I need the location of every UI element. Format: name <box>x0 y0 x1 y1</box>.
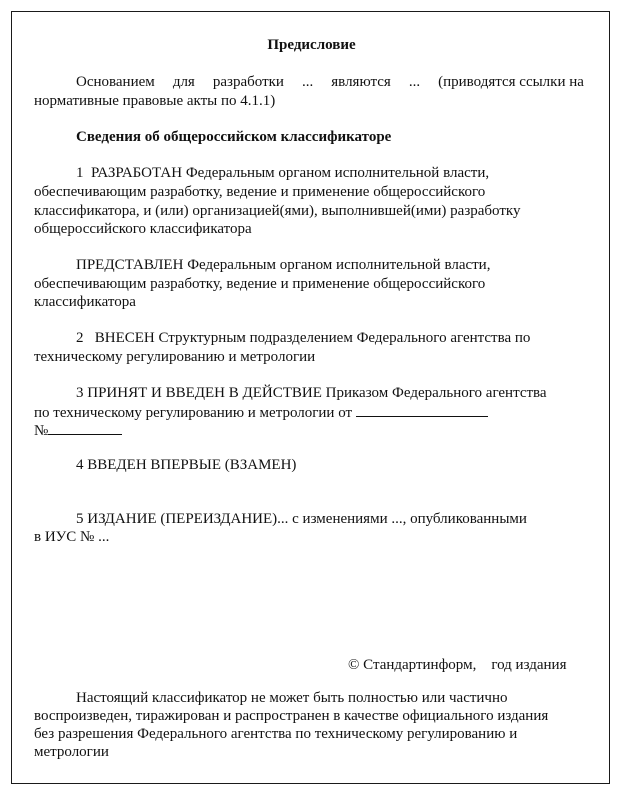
notice-line-4: метрологии <box>34 744 109 760</box>
item-3-text-2: по техническому регулированию и метрологии от <box>34 405 353 421</box>
item-1-line-2: обеспечивающим разработку, ведение и применение общероссийского <box>34 184 486 200</box>
item-2-line-2: техническому регулированию и метрологии <box>34 349 316 365</box>
item-1-line-1 <box>76 164 489 183</box>
presented-line-2: обеспечивающим разработку, ведение и применение общероссийского <box>34 276 486 292</box>
item-5-text: с изменениями ..., опубликованными <box>288 511 527 527</box>
item-5-label: 5 ИЗДАНИЕ (ПЕРЕИЗДАНИЕ)... <box>76 511 289 527</box>
basis-word: для <box>172 74 195 90</box>
presented-line-3: классификатора <box>34 294 136 310</box>
basis-line-2: нормативные правовые акты по 4.1.1) <box>34 93 276 109</box>
order-number-blank <box>48 420 122 435</box>
basis-word: (приводятся ссылки на <box>438 74 584 90</box>
item-2-text: Структурным подразделением Федерального агентства по <box>154 330 531 346</box>
section-heading: Сведения об общероссийском классификаторе <box>76 129 392 145</box>
presented-text: Федеральным органом исполнительной власти, <box>183 257 491 273</box>
number-sign: № <box>34 423 49 439</box>
basis-word: разработки <box>212 74 284 90</box>
item-2-line-1 <box>76 329 530 348</box>
item-3-text: Приказом Федерального агентства <box>321 385 547 401</box>
basis-word: ... <box>408 74 421 90</box>
item-2-number: 2 <box>76 330 84 346</box>
copyright-year: год издания <box>491 657 567 673</box>
presented-label: ПРЕДСТАВЛЕН <box>76 257 184 273</box>
item-3-line-1 <box>76 384 547 403</box>
item-3-line-3 <box>34 420 122 441</box>
notice-line-2: воспроизведен, тиражирован и распространен в качестве официального издания <box>34 708 549 724</box>
item-1-line-3: классификатора, и (или) организацией(ями), выполнившей(ими) разработку <box>34 203 521 219</box>
notice-line-3: без разрешения Федерального агентства по техническому регулированию и <box>34 726 518 742</box>
basis-word: Основанием <box>76 74 155 90</box>
item-5-line-1 <box>76 510 527 529</box>
item-1-line-4: общероссийского классификатора <box>34 221 252 237</box>
item-1-label: РАЗРАБОТАН <box>91 165 183 181</box>
date-blank <box>356 402 488 417</box>
page-title: Предисловие <box>267 37 356 53</box>
copyright-text: © Стандартинформ, <box>348 657 477 673</box>
basis-word: ... <box>301 74 314 90</box>
notice-line-1: Настоящий классификатор не может быть полностью или частично <box>76 690 508 706</box>
item-2-label: ВНЕСЕН <box>94 330 155 346</box>
item-1-number: 1 <box>76 165 84 181</box>
item-3-label: 3 ПРИНЯТ И ВВЕДЕН В ДЕЙСТВИЕ <box>76 385 322 401</box>
basis-word: являются <box>331 74 391 90</box>
item-4-line: 4 ВВЕДЕН ВПЕРВЫЕ (ВЗАМЕН) <box>76 457 297 473</box>
item-5-line-2: в ИУС № ... <box>34 529 110 545</box>
copyright-line <box>348 656 566 675</box>
basis-line-1 <box>76 73 584 92</box>
presented-line-1 <box>76 256 490 275</box>
item-1-text: Федеральным органом исполнительной власти, <box>182 165 490 181</box>
